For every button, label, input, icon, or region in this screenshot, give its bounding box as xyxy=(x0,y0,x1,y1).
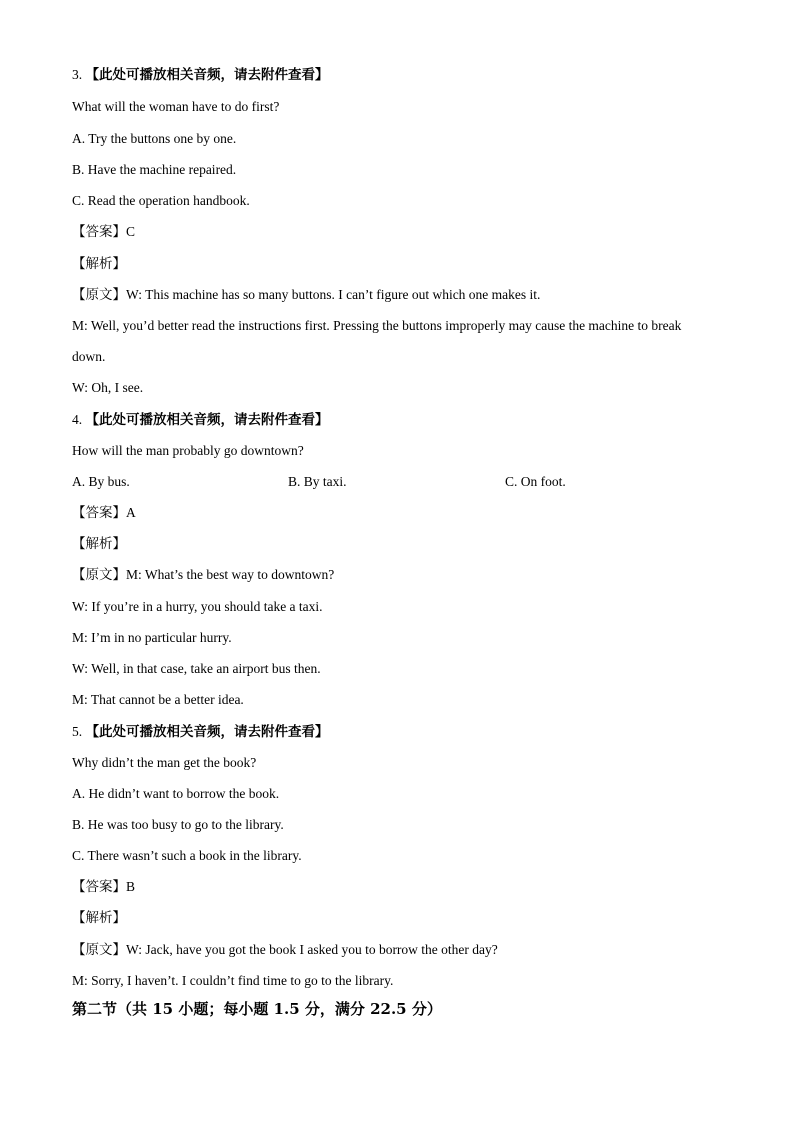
section-heading: 第二节（共 15 小题；每小题 1.5 分，满分 22.5 分） xyxy=(72,1000,442,1018)
q3-option-c: C. Read the operation handbook. xyxy=(72,193,250,208)
q5-answer-value: B xyxy=(126,879,136,894)
q4-analysis-label: 【解析】 xyxy=(72,536,126,551)
q4-answer-value: A xyxy=(126,505,136,520)
q5-answer-label: 【答案】 xyxy=(72,879,126,894)
q5-analysis-label: 【解析】 xyxy=(72,910,126,925)
q4-number: 4. xyxy=(72,412,83,427)
q5-audio-note: 【此处可播放相关音频，请去附件查看】 xyxy=(85,724,329,739)
q3-transcript-label: 【原文】 xyxy=(72,287,126,302)
q5-transcript-text: W: Jack, have you got the book I asked you to borrow the other day? xyxy=(126,942,498,957)
q4-transcript-line xyxy=(72,566,334,584)
q5-transcript-line: M: Sorry, I haven’t. I couldn’t find time to go to the library. xyxy=(72,973,394,988)
q5-transcript-line xyxy=(72,941,498,959)
q4-audio-note: 【此处可播放相关音频，请去附件查看】 xyxy=(85,412,329,427)
q3-audio-note: 【此处可播放相关音频，请去附件查看】 xyxy=(85,67,329,82)
q5-option-c: C. There wasn’t such a book in the library. xyxy=(72,848,302,863)
q5-header xyxy=(72,723,329,741)
q4-transcript-line: M: I’m in no particular hurry. xyxy=(72,630,232,645)
q5-number: 5. xyxy=(72,724,83,739)
q4-transcript-line: W: If you’re in a hurry, you should take a taxi. xyxy=(72,599,323,614)
q5-option-b: B. He was too busy to go to the library. xyxy=(72,817,284,832)
q5-question: Why didn’t the man get the book? xyxy=(72,755,257,770)
q3-transcript-line: down. xyxy=(72,349,106,364)
q3-transcript-line: M: Well, you’d better read the instructions first. Pressing the buttons improperly may cause the machine to break xyxy=(72,318,682,333)
q3-answer-value: C xyxy=(126,224,136,239)
q4-header xyxy=(72,411,329,429)
q5-transcript-label: 【原文】 xyxy=(72,942,126,957)
q4-answer-label: 【答案】 xyxy=(72,505,126,520)
q3-analysis-label: 【解析】 xyxy=(72,256,126,271)
q3-transcript-line: W: Oh, I see. xyxy=(72,380,144,395)
q4-transcript-line: W: Well, in that case, take an airport bus then. xyxy=(72,661,321,676)
q4-transcript-line: M: That cannot be a better idea. xyxy=(72,692,244,707)
q3-answer-label: 【答案】 xyxy=(72,224,126,239)
q4-transcript-text: M: What’s the best way to downtown? xyxy=(126,567,335,582)
q4-option-a: A. By bus. xyxy=(72,474,130,489)
q3-option-b: B. Have the machine repaired. xyxy=(72,162,237,177)
q4-option-b: B. By taxi. xyxy=(288,474,347,489)
q4-answer xyxy=(72,504,136,522)
q3-answer xyxy=(72,223,135,241)
q4-option-c: C. On foot. xyxy=(505,474,566,489)
q3-number: 3. xyxy=(72,67,83,82)
q3-option-a: A. Try the buttons one by one. xyxy=(72,131,237,146)
q3-transcript-text: W: This machine has so many buttons. I can’t figure out which one makes it. xyxy=(126,287,541,302)
q3-transcript-line xyxy=(72,286,540,304)
q3-header xyxy=(72,66,329,84)
q5-option-a: A. He didn’t want to borrow the book. xyxy=(72,786,280,801)
q5-answer xyxy=(72,878,135,896)
q3-question: What will the woman have to do first? xyxy=(72,99,280,114)
q4-transcript-label: 【原文】 xyxy=(72,567,126,582)
q4-question: How will the man probably go downtown? xyxy=(72,443,304,458)
